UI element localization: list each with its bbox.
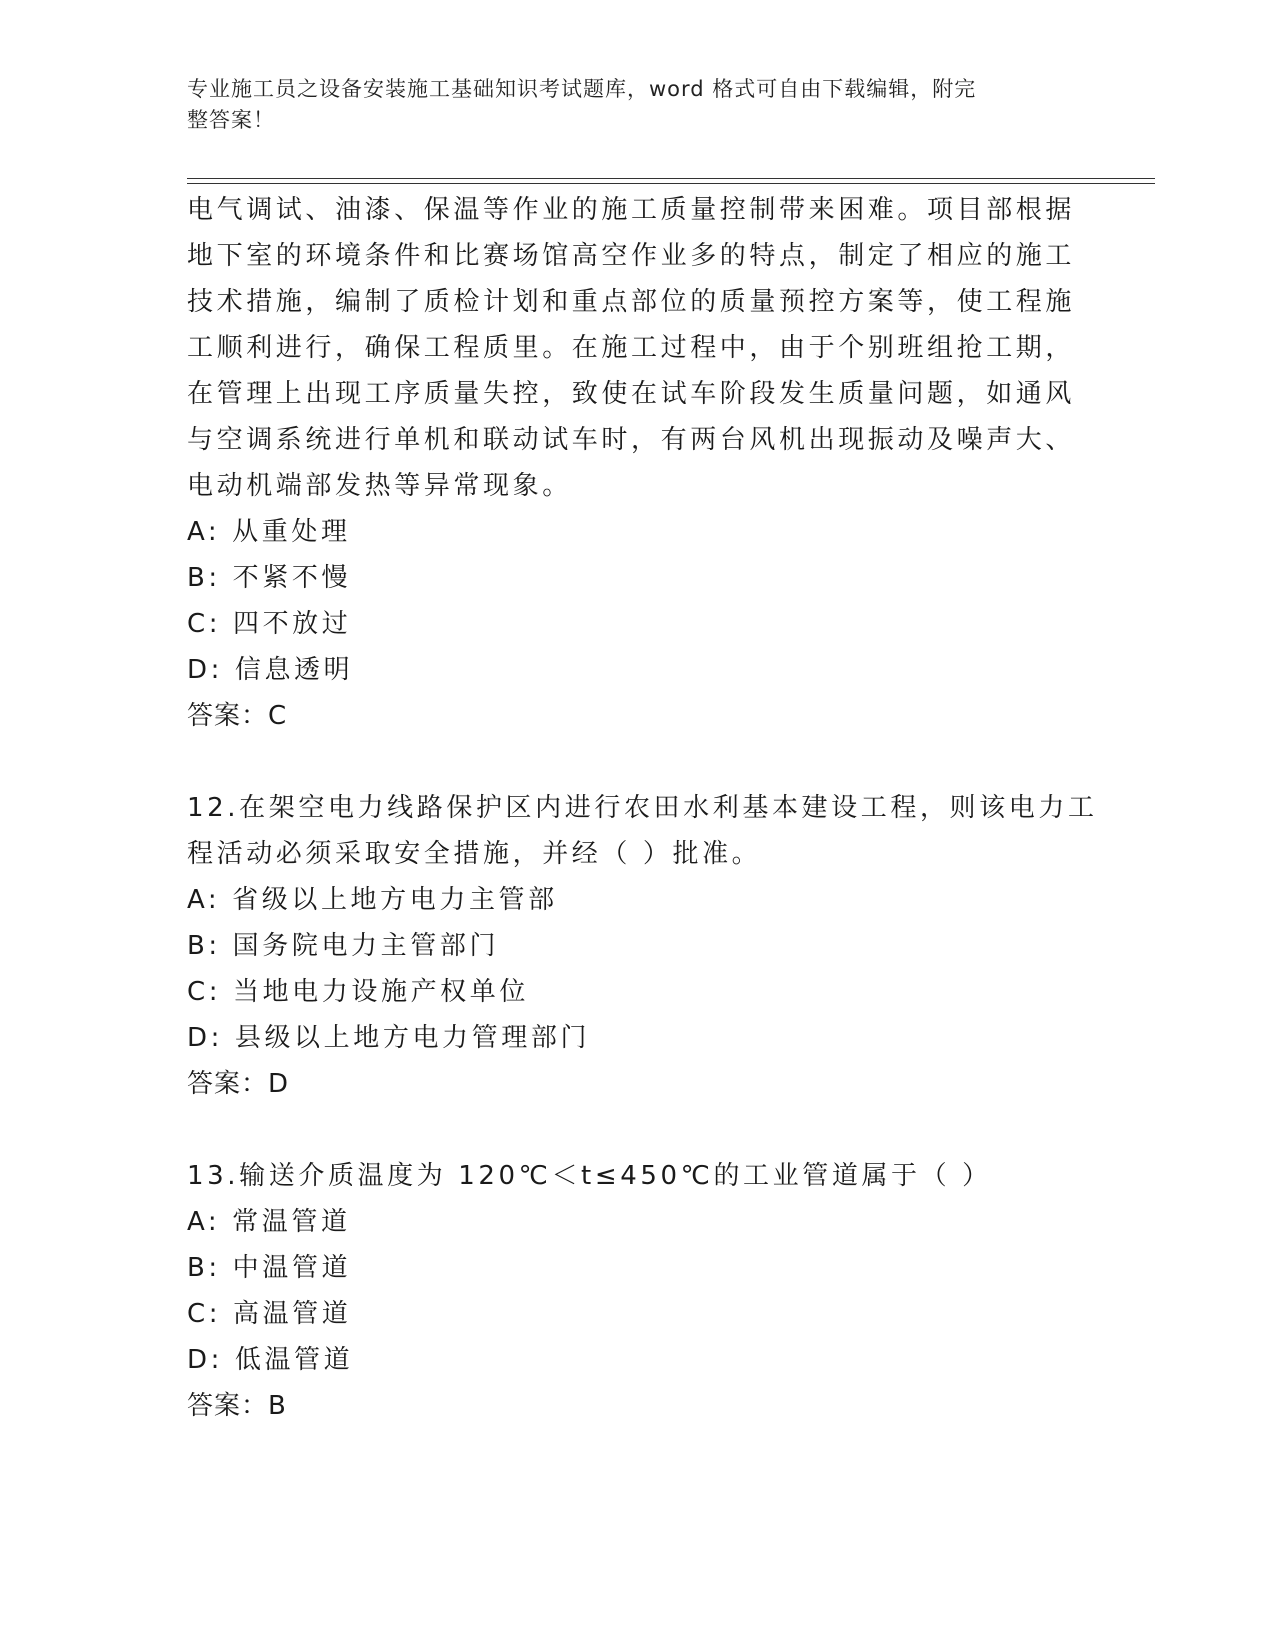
option-c: C: 高温管道 xyxy=(187,1299,352,1329)
question-11-continuation xyxy=(187,187,1087,739)
answer-line: 答案：C xyxy=(187,701,288,731)
question-text-line: 工顺利进行，确保工程质里。在施工过程中，由于个别班组抢工期， xyxy=(187,333,1076,363)
question-text-line: 程活动必须采取安全措施，并经（ ）批准。 xyxy=(187,839,762,869)
header-line-1: 专业施工员之设备安装施工基础知识考试题库，word 格式可自由下载编辑，附完 xyxy=(187,77,977,101)
option-d: D: 低温管道 xyxy=(187,1345,354,1375)
option-c: C: 当地电力设施产权单位 xyxy=(187,977,529,1007)
question-text-line: 在管理上出现工序质量失控，致使在试车阶段发生质量问题，如通风 xyxy=(187,379,1076,409)
question-text-line: 电气调试、油漆、保温等作业的施工质量控制带来困难。项目部根据 xyxy=(187,195,1076,225)
question-text-line: 地下室的环境条件和比赛场馆高空作业多的特点，制定了相应的施工 xyxy=(187,241,1076,271)
question-text-line: 技术措施，编制了质检计划和重点部位的质量预控方案等，使工程施 xyxy=(187,287,1076,317)
option-b: B: 不紧不慢 xyxy=(187,563,352,593)
spacer xyxy=(187,739,1087,785)
option-a: A: 从重处理 xyxy=(187,517,351,547)
question-text-line: 12.在架空电力线路保护区内进行农田水利基本建设工程，则该电力工 xyxy=(187,793,1098,823)
option-a: A: 省级以上地方电力主管部 xyxy=(187,885,558,915)
document-body xyxy=(187,187,1098,1429)
question-text-line: 电动机端部发热等异常现象。 xyxy=(187,471,572,501)
spacer xyxy=(187,1107,1087,1153)
option-a: A: 常温管道 xyxy=(187,1207,351,1237)
header-divider-bottom xyxy=(187,183,1155,184)
document-header xyxy=(187,74,1067,136)
option-d: D: 县级以上地方电力管理部门 xyxy=(187,1023,591,1053)
question-text-line: 与空调系统进行单机和联动试车时，有两台风机出现振动及噪声大、 xyxy=(187,425,1076,455)
option-b: B: 中温管道 xyxy=(187,1253,352,1283)
question-12 xyxy=(187,785,1098,1107)
question-text-line: 13.输送介质温度为 120℃＜t≤450℃的工业管道属于（ ） xyxy=(187,1161,992,1191)
answer-line: 答案：B xyxy=(187,1391,287,1421)
answer-line: 答案：D xyxy=(187,1069,290,1099)
option-b: B: 国务院电力主管部门 xyxy=(187,931,500,961)
header-line-2: 整答案！ xyxy=(187,108,275,132)
question-13 xyxy=(187,1153,1087,1429)
header-divider-top xyxy=(187,178,1155,179)
option-c: C: 四不放过 xyxy=(187,609,352,639)
option-d: D: 信息透明 xyxy=(187,655,354,685)
